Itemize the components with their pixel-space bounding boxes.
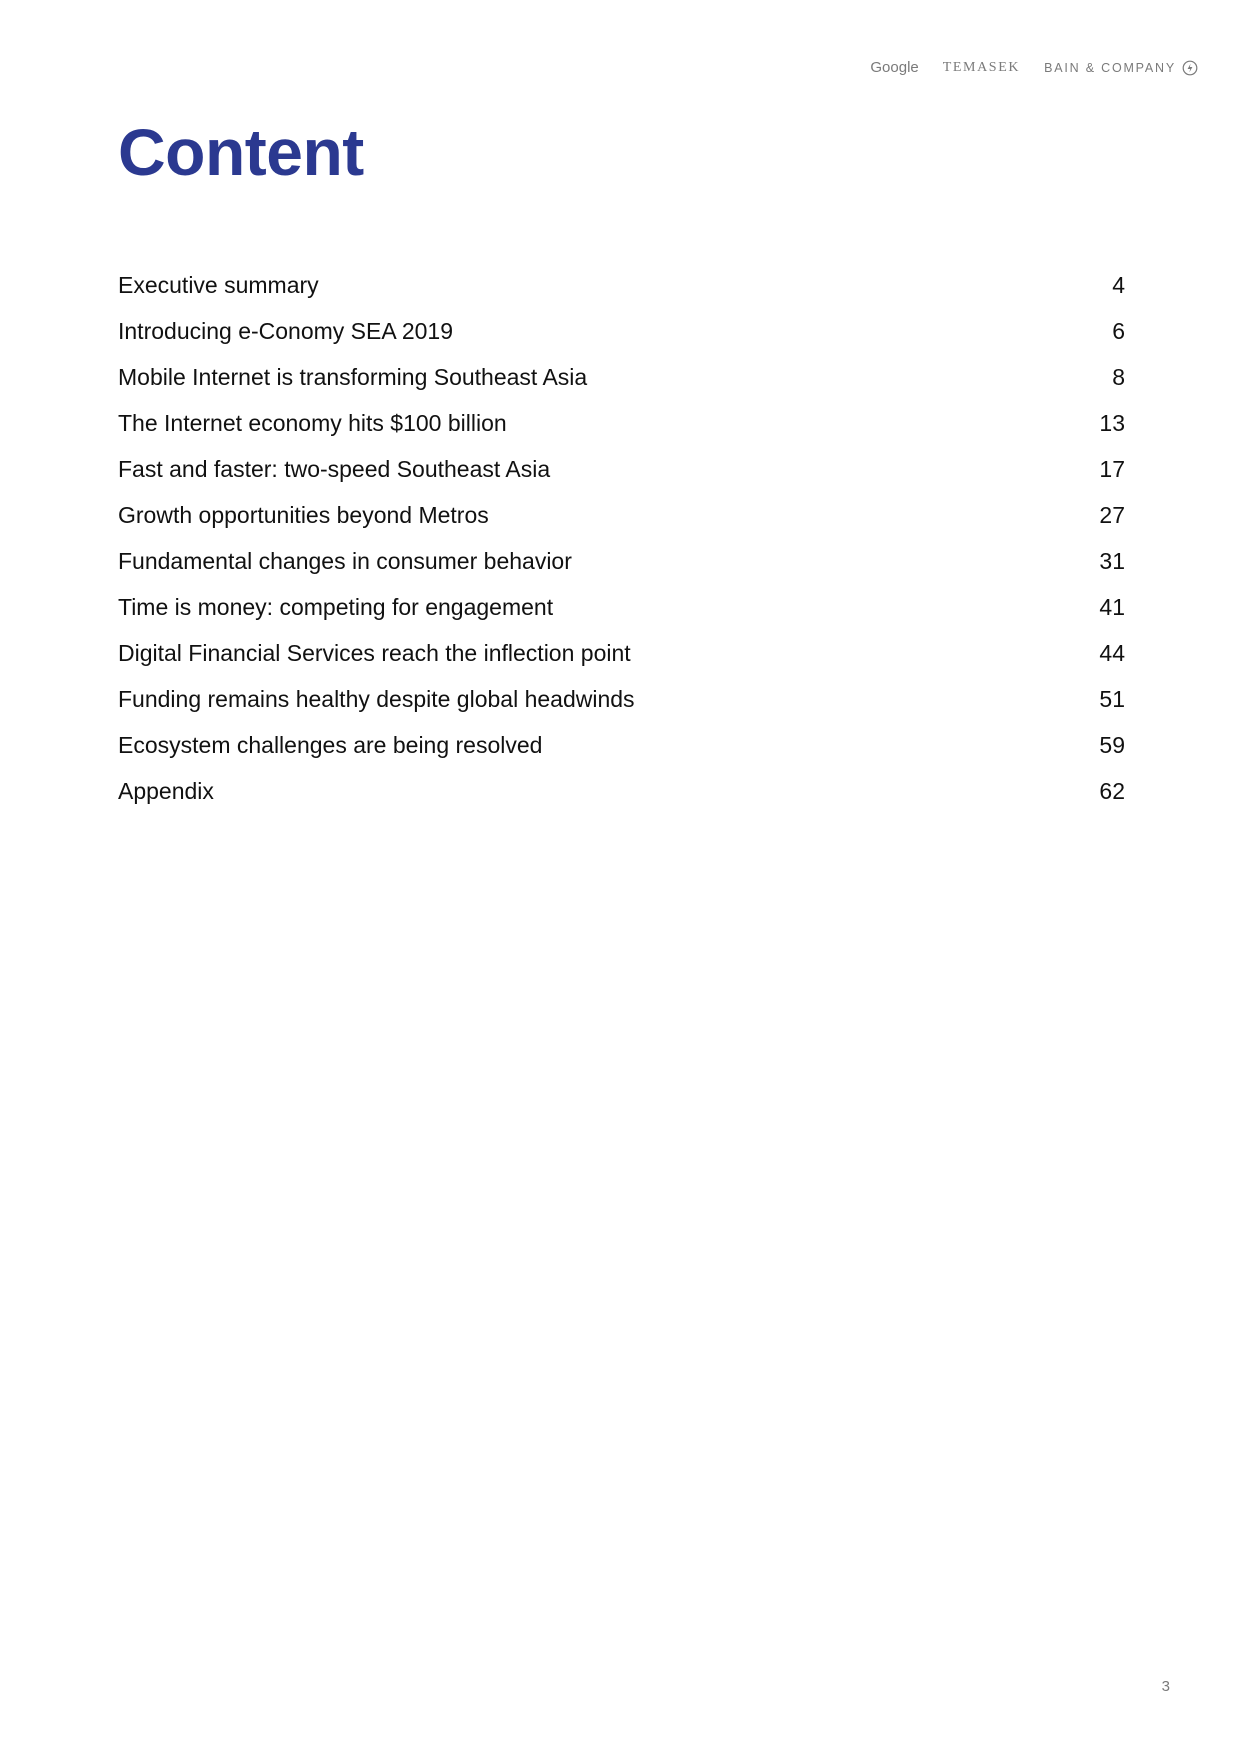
toc-entry-title: Funding remains healthy despite global headwinds <box>118 685 635 712</box>
toc-entry-page: 31 <box>1099 547 1125 574</box>
toc-entry-page: 8 <box>1112 363 1125 390</box>
temasek-logo: TEMASEK <box>942 59 1021 75</box>
toc-entry[interactable] <box>118 630 1125 676</box>
toc-entry[interactable] <box>118 400 1125 446</box>
toc-entry-page: 59 <box>1099 731 1125 758</box>
toc-entry-page: 27 <box>1099 501 1125 528</box>
toc-entry-title: Growth opportunities beyond Metros <box>118 501 489 528</box>
page-title: Content <box>118 115 364 189</box>
toc-entry-title: The Internet economy hits $100 billion <box>118 409 507 436</box>
toc-entry-page: 62 <box>1099 777 1125 804</box>
toc-entry[interactable] <box>118 768 1125 814</box>
toc-entry-title: Ecosystem challenges are being resolved <box>118 731 543 758</box>
toc-entry[interactable] <box>118 676 1125 722</box>
toc-entry-page: 41 <box>1099 593 1125 620</box>
toc-entry-page: 44 <box>1099 639 1125 666</box>
toc-entry[interactable] <box>118 308 1125 354</box>
toc-entry[interactable] <box>118 262 1125 308</box>
toc-entry[interactable] <box>118 354 1125 400</box>
toc-entry-title: Fundamental changes in consumer behavior <box>118 547 572 574</box>
bain-logo <box>1044 60 1198 76</box>
toc-entry[interactable] <box>118 584 1125 630</box>
bain-logo-text: BAIN & COMPANY <box>1044 60 1176 75</box>
table-of-contents <box>118 262 1125 814</box>
toc-entry[interactable] <box>118 722 1125 768</box>
toc-entry-title: Executive summary <box>118 271 319 298</box>
toc-entry-page: 51 <box>1099 685 1125 712</box>
toc-entry-title: Time is money: competing for engagement <box>118 593 554 620</box>
toc-entry-title: Mobile Internet is transforming Southeast Asia <box>118 363 588 390</box>
toc-entry[interactable] <box>118 446 1125 492</box>
toc-entry-title: Appendix <box>118 777 214 804</box>
toc-entry-page: 6 <box>1112 317 1125 344</box>
page-number: 3 <box>1161 1678 1170 1695</box>
bain-circle-icon <box>1182 60 1198 76</box>
toc-entry[interactable] <box>118 492 1125 538</box>
toc-entry-page: 17 <box>1099 455 1125 482</box>
toc-entry[interactable] <box>118 538 1125 584</box>
toc-entry-title: Digital Financial Services reach the inflection point <box>118 639 631 666</box>
toc-entry-title: Introducing e-Conomy SEA 2019 <box>118 317 453 344</box>
partner-logos <box>870 59 1198 76</box>
google-logo: Google <box>870 59 919 76</box>
toc-entry-page: 4 <box>1112 271 1125 298</box>
toc-entry-page: 13 <box>1099 409 1125 436</box>
toc-entry-title: Fast and faster: two-speed Southeast Asia <box>118 455 551 482</box>
